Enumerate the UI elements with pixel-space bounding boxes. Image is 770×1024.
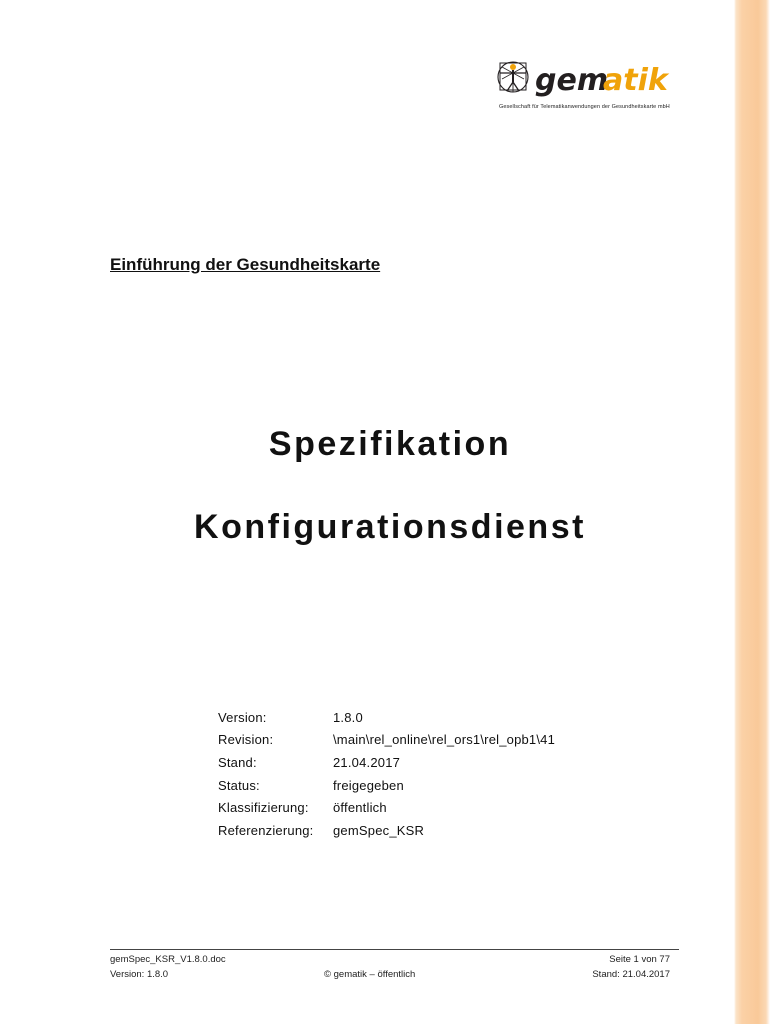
- logo-wordmark-dark: gem: [535, 63, 609, 98]
- metadata-row-version: [218, 706, 555, 729]
- metadata-row-klassifizierung: [218, 796, 555, 819]
- metadata-value: freigegeben: [333, 777, 404, 793]
- metadata-value: 1.8.0: [333, 709, 363, 725]
- logo-tagline: Gesellschaft für Telematikanwendungen der Gesundheitskarte mbH: [499, 104, 670, 110]
- logo-wordmark-accent: atik: [603, 63, 668, 98]
- footer-page-number: Seite 1 von 77: [609, 954, 670, 965]
- document-type-heading: Spezifikation: [268, 425, 512, 463]
- metadata-value: gemSpec_KSR: [333, 822, 425, 838]
- footer-version: Version: 1.8.0: [110, 969, 169, 980]
- metadata-label: Status:: [218, 777, 260, 793]
- metadata-value: \main\rel_online\rel_ors1\rel_opb1\41: [333, 732, 556, 748]
- metadata-label: Referenzierung:: [218, 822, 314, 838]
- metadata-table: [218, 706, 555, 842]
- metadata-row-status: [218, 774, 555, 797]
- document-name-heading: Konfigurationsdienst: [194, 508, 586, 546]
- metadata-value: öffentlich: [333, 800, 387, 816]
- project-title: Einführung der Gesundheitskarte: [110, 255, 381, 274]
- footer-copyright: © gematik – öffentlich: [324, 969, 416, 980]
- vitruvian-man-icon: [493, 52, 683, 104]
- metadata-label: Klassifizierung:: [218, 800, 309, 816]
- metadata-value: 21.04.2017: [333, 754, 401, 770]
- footer-divider: [110, 949, 679, 950]
- metadata-row-referenzierung: [218, 819, 555, 842]
- footer-date: Stand: 21.04.2017: [592, 969, 670, 980]
- footer-filename: gemSpec_KSR_V1.8.0.doc: [110, 954, 226, 965]
- metadata-label: Revision:: [218, 732, 274, 748]
- metadata-row-stand: [218, 751, 555, 774]
- metadata-label: Version:: [218, 709, 267, 725]
- metadata-label: Stand:: [218, 754, 257, 770]
- metadata-row-revision: [218, 729, 555, 752]
- gematik-logo: [493, 52, 683, 116]
